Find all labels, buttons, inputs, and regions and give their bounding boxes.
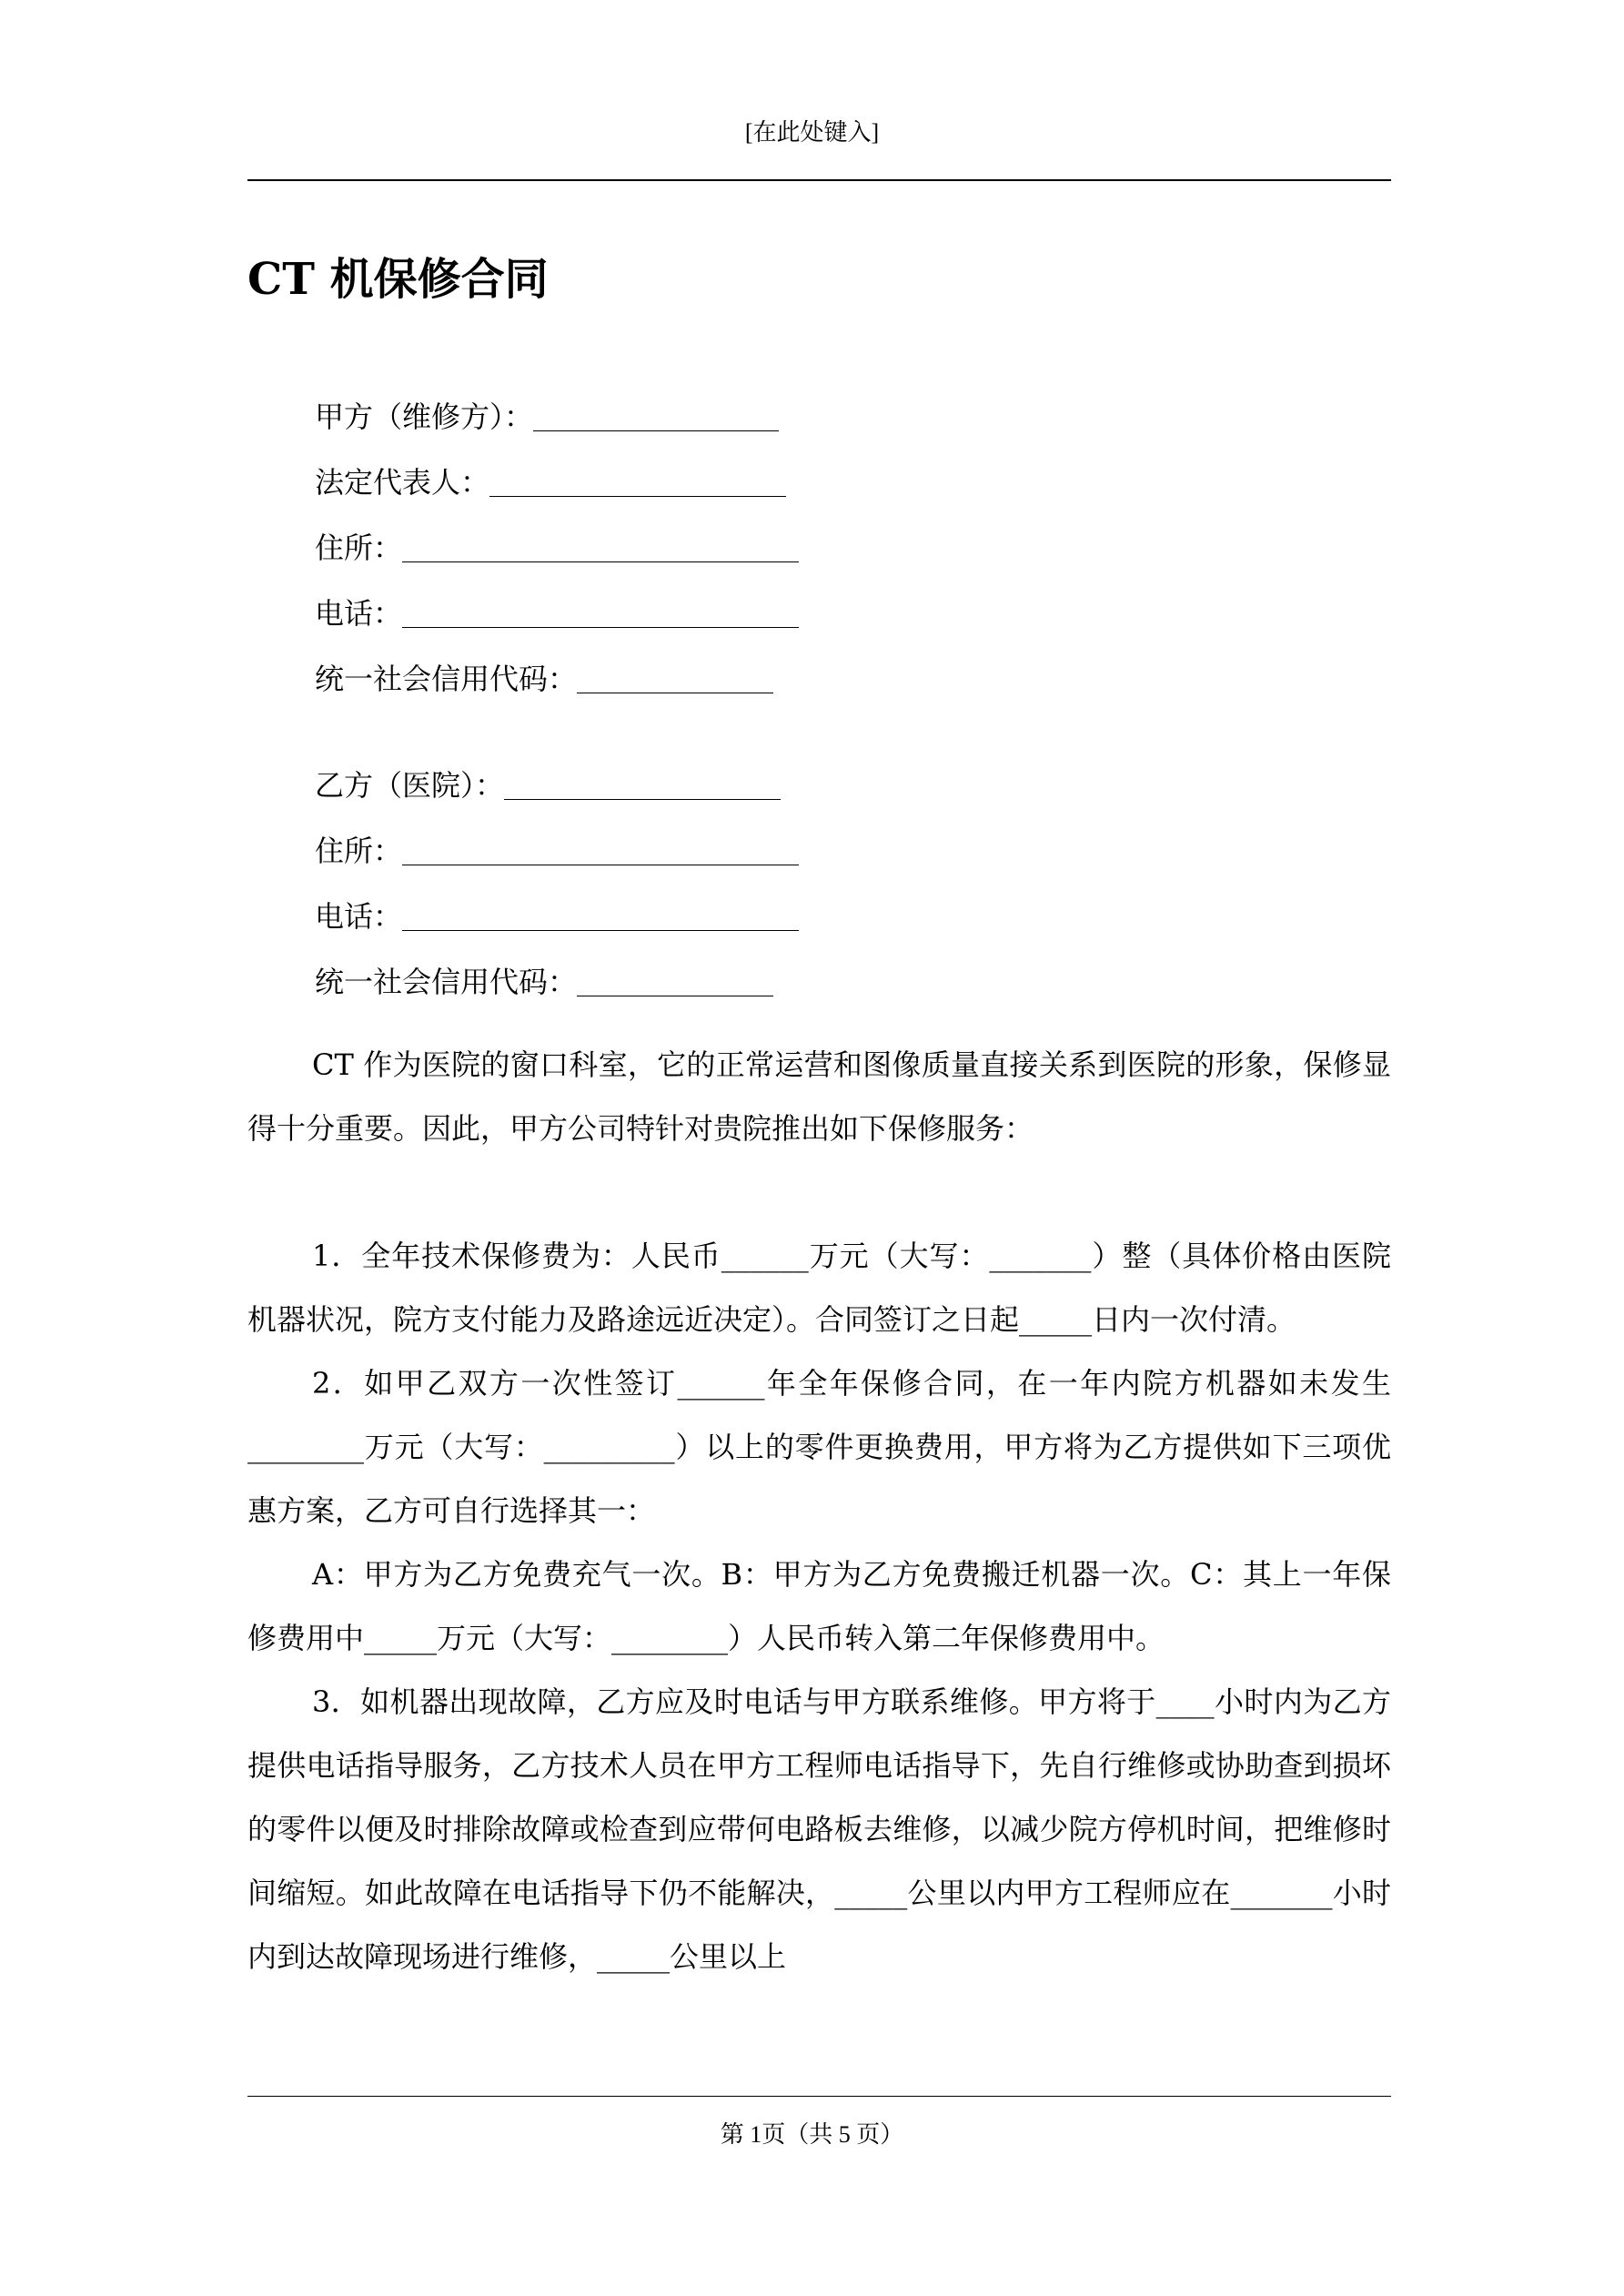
party-a-credit-code-label: 统一社会信用代码： [315, 662, 578, 696]
party-a-name-label: 甲方（维修方）： [315, 400, 534, 434]
contract-body [247, 1033, 1391, 1988]
document-title: CT 机保修合同 [247, 254, 549, 305]
party-b-credit-code-blank [577, 963, 773, 996]
page-number: 第 1页（共 5 页） [720, 2121, 904, 2148]
party-a-credit-code-line [315, 633, 799, 699]
party-a-name-blank [533, 398, 779, 431]
party-b-phone-blank [402, 897, 799, 931]
party-a-credit-code-blank [577, 660, 773, 693]
party-a-address-line [315, 502, 799, 568]
party-a-representative-blank [489, 463, 786, 497]
clause-1-paragraph: 1．全年技术保修费为：人民币______万元（大写：_______）整（具体价格由医院机器状况，院方支付能力及路途远近决定）。合同签订之日起_____日内一次付清。 [247, 1239, 1391, 1337]
page-header: [在此处键入] [744, 119, 880, 146]
intro-paragraph: CT 作为医院的窗口科室，它的正常运营和图像质量直接关系到医院的形象，保修显得十分重要。因此，甲方公司特针对贵院推出如下保修服务： [247, 1047, 1391, 1146]
party-a-block [315, 371, 799, 699]
party-a-phone-blank [402, 594, 799, 628]
party-b-block [315, 740, 799, 1002]
footer-rule [247, 2096, 1391, 2097]
party-a-representative-label: 法定代表人： [315, 465, 490, 500]
party-b-address-line [315, 805, 799, 871]
party-a-address-blank [402, 529, 799, 562]
header-rule [247, 179, 1391, 181]
party-b-phone-label: 电话： [315, 899, 403, 934]
party-b-address-blank [402, 832, 799, 865]
clause-3-paragraph: 3．如机器出现故障，乙方应及时电话与甲方联系维修。甲方将于____小时内为乙方提供电话指导服务，乙方技术人员在甲方工程师电话指导下，先自行维修或协助查到损坏的零件以便及时排除故障或检查到应带何电路板去维修，以减少院方停机时间，把维修时间缩短。如此故障在电话指导下仍不能解决，_____公里以内甲方工程师应在_______小时内到达故障现场进行维修，_____公里以上 [247, 1684, 1391, 1974]
clause-2-paragraph: 2．如甲乙双方一次性签订______年全年保修合同，在一年内院方机器如未发生________万元（大写：_________）以上的零件更换费用，甲方将为乙方提供如下三项优惠方案，乙方可自行选择其一： [247, 1366, 1391, 1528]
party-b-address-label: 住所： [315, 834, 403, 868]
party-a-phone-line [315, 568, 799, 633]
party-b-credit-code-line [315, 936, 799, 1002]
party-b-name-line [315, 740, 799, 805]
party-a-phone-label: 电话： [315, 596, 403, 631]
party-b-name-blank [504, 766, 781, 800]
party-b-credit-code-label: 统一社会信用代码： [315, 965, 578, 999]
clause-2-options-paragraph: A：甲方为乙方免费充气一次。B：甲方为乙方免费搬迁机器一次。C：其上一年保修费用中_____万元（大写：________）人民币转入第二年保修费用中。 [247, 1557, 1391, 1655]
party-a-representative-line [315, 437, 799, 502]
party-a-address-label: 住所： [315, 531, 403, 565]
party-b-name-label: 乙方（医院）： [315, 768, 505, 803]
party-a-name-line [315, 371, 799, 437]
party-b-phone-line [315, 871, 799, 936]
